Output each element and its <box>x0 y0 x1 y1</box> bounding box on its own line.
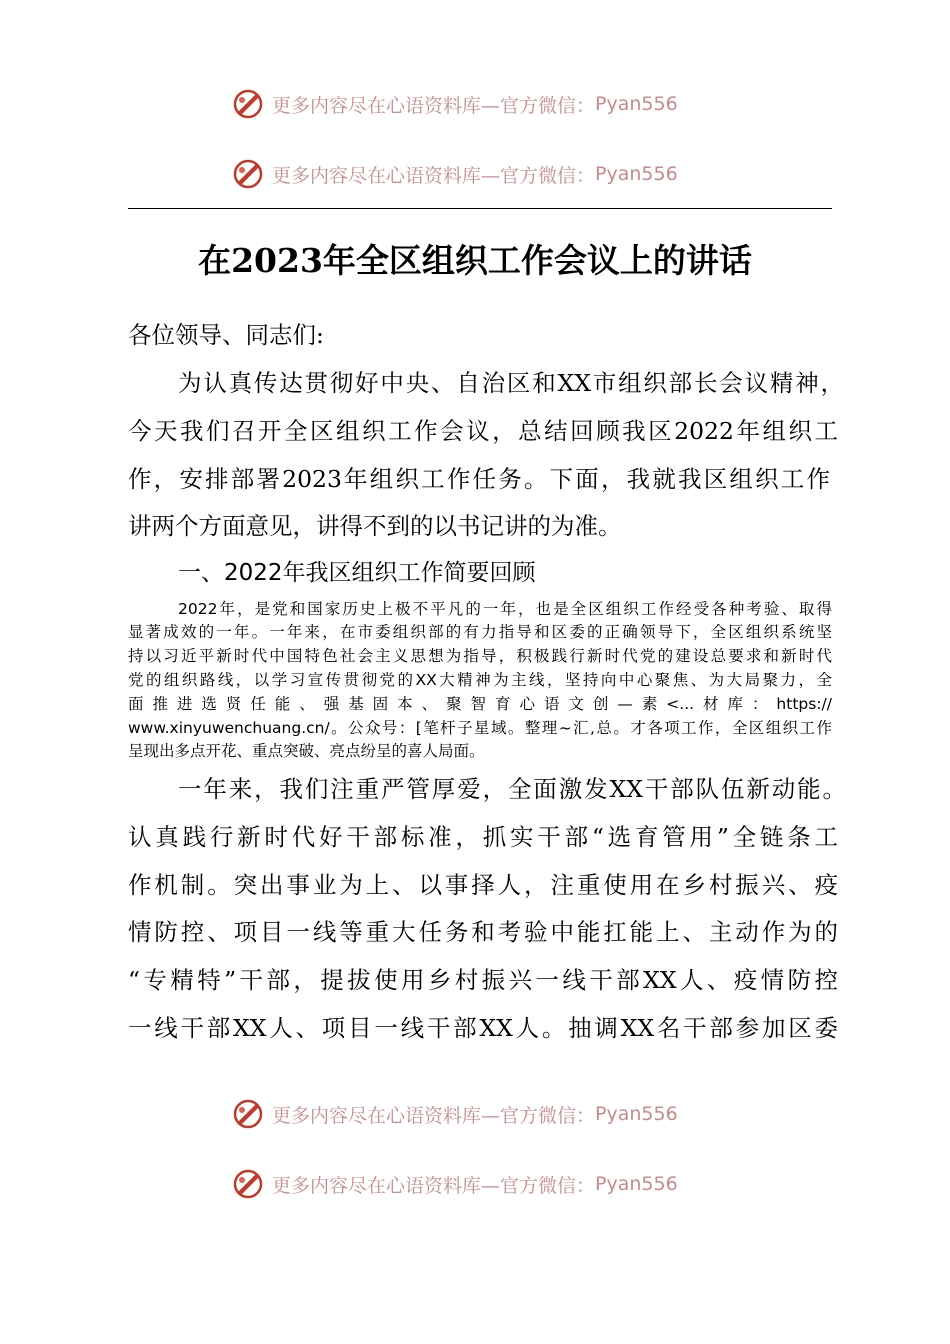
watermark-text: 更多内容尽在心语资料库—官方微信： <box>272 94 596 117</box>
watermark-contact: Pyan556 <box>595 1173 678 1195</box>
watermark-text: 更多内容尽在心语资料库—官方微信： <box>272 1174 596 1197</box>
brush-logo-icon <box>230 1096 266 1132</box>
watermark-contact: Pyan556 <box>595 93 678 115</box>
watermark-banner-top-2 <box>230 154 678 194</box>
document-title: 在2023年全区组织工作会议上的讲话 <box>198 241 752 280</box>
watermark-contact: Pyan556 <box>595 163 678 185</box>
watermark-banner-top-1 <box>230 84 678 124</box>
small-paragraph-line: 党的组织路线，以学习宣传贯彻党的XX大精神为主线，坚持向中心聚焦、为大局聚力，全 <box>128 671 832 689</box>
salutation: 各位领导、同志们: <box>128 321 324 349</box>
small-paragraph-line: 呈现出多点开花、重点突破、亮点纷呈的喜人局面。 <box>128 742 485 760</box>
small-paragraph-line: 持以习近平新时代中国特色社会主义思想为指导，积极践行新时代党的建设总要求和新时代 <box>128 647 832 665</box>
watermark-text: 更多内容尽在心语资料库—官方微信： <box>272 1104 596 1127</box>
paragraph-line: 讲两个方面意见，讲得不到的以书记讲的为准。 <box>128 512 622 540</box>
brush-logo-icon <box>230 156 266 192</box>
paragraph-line: 今天我们召开全区组织工作会议，总结回顾我区2022年组织工 <box>128 417 838 445</box>
paragraph-line: 为认真传达贯彻好中央、自治区和XX市组织部长会议精神， <box>178 369 844 397</box>
watermark-banner-bottom-1 <box>230 1094 678 1134</box>
watermark-contact: Pyan556 <box>595 1103 678 1125</box>
paragraph-line: 一线干部XX人、项目一线干部XX人。抽调XX名干部参加区委 <box>128 1014 838 1042</box>
watermark-banner-bottom-2 <box>230 1164 678 1204</box>
brush-logo-icon <box>230 86 266 122</box>
paragraph-line: 一年来，我们注重严管厚爱，全面激发XX干部队伍新动能。 <box>178 775 846 803</box>
paragraph-line: 作，安排部署2023年组织工作任务。下面，我就我区组织工作 <box>128 465 830 493</box>
paragraph-line: “专精特”干部，提拔使用乡村振兴一线干部XX人、疫情防控 <box>128 966 838 994</box>
watermark-text: 更多内容尽在心语资料库—官方微信： <box>272 164 596 187</box>
small-paragraph-line: www.xinyuwenchuang.cn/。公众号：[笔杆子星域。整理~汇,总。才各项工作，全区组织工作 <box>128 719 832 737</box>
small-paragraph-line: 面推进选贤任能、强基固本、聚智育心语文创—素<...材库：https:// <box>128 695 832 713</box>
section-heading: 一、2022年我区组织工作简要回顾 <box>178 560 536 586</box>
paragraph-line: 认真践行新时代好干部标准，抓实干部“选育管用”全链条工 <box>128 823 838 851</box>
brush-logo-icon <box>230 1166 266 1202</box>
paragraph-line: 作机制。突出事业为上、以事择人，注重使用在乡村振兴、疫 <box>128 871 838 899</box>
small-paragraph-line: 2022年，是党和国家历史上极不平凡的一年，也是全区组织工作经受各种考验、取得 <box>178 600 832 618</box>
paragraph-line: 情防控、项目一线等重大任务和考验中能扛能上、主动作为的 <box>128 918 838 946</box>
header-divider <box>128 208 832 209</box>
small-paragraph-line: 显著成效的一年。一年来，在市委组织部的有力指导和区委的正确领导下，全区组织系统坚 <box>128 623 832 641</box>
